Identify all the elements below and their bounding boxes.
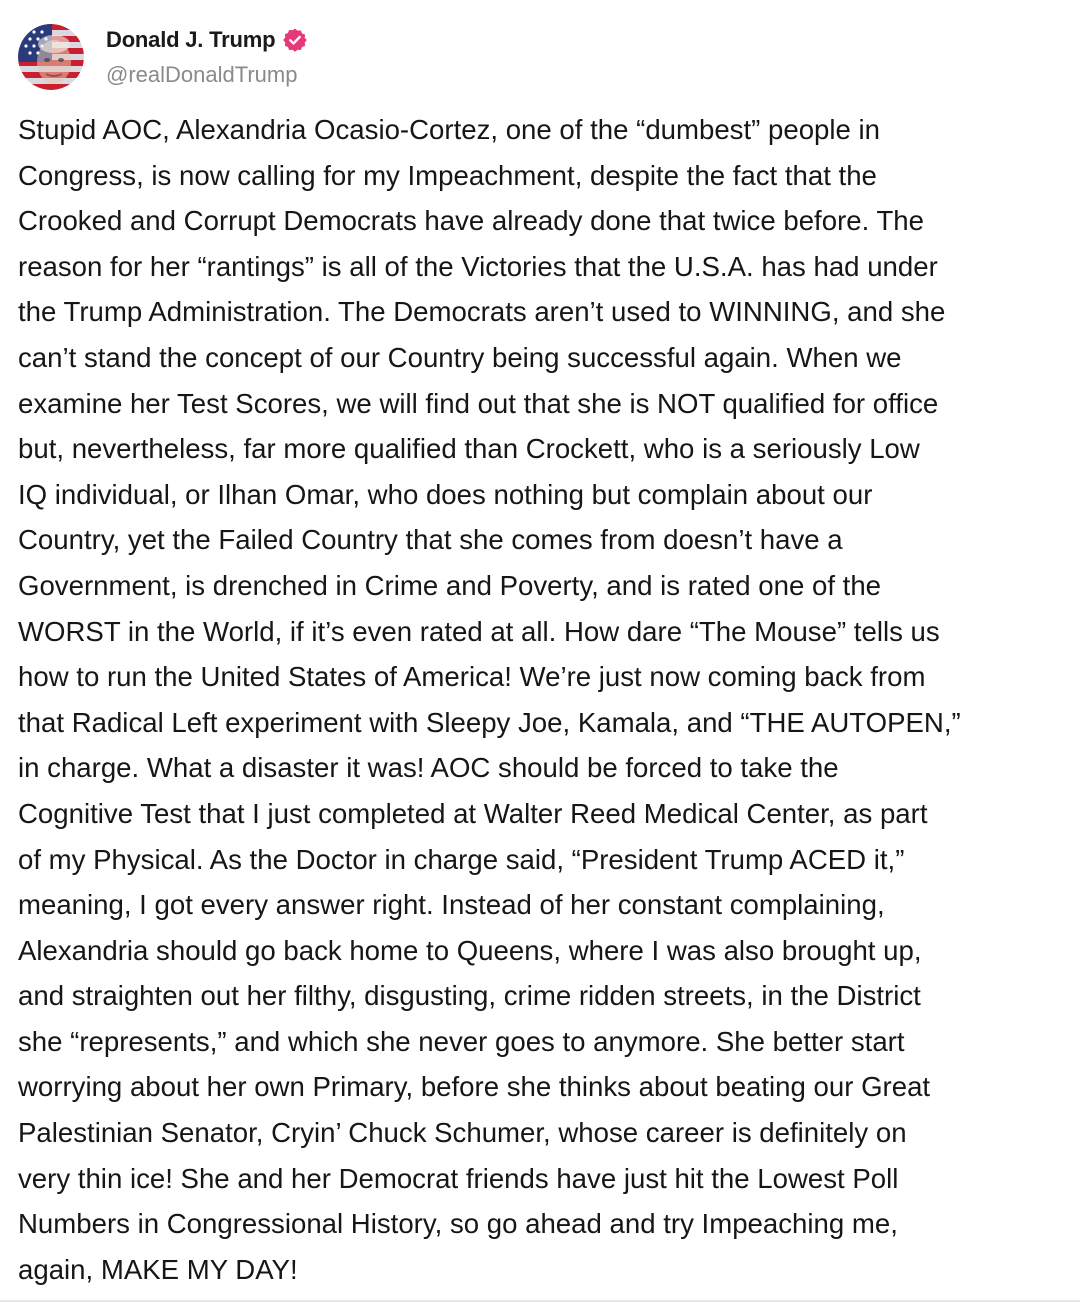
- avatar[interactable]: [18, 24, 84, 90]
- post-body-line: very thin ice! She and her Democrat friends have just hit the Lowest Poll: [18, 1162, 899, 1194]
- post-body-line: Crooked and Corrupt Democrats have already done that twice before. The: [18, 205, 924, 237]
- post-body-line: and straighten out her filthy, disgusting, crime ridden streets, in the District: [18, 980, 921, 1012]
- post-body: [18, 107, 1070, 1292]
- post-body-line: Government, is drenched in Crime and Poverty, and is rated one of the: [18, 569, 882, 601]
- post-body-line: Cognitive Test that I just completed at Walter Reed Medical Center, as part: [18, 797, 928, 829]
- post-body-line: Country, yet the Failed Country that she comes from doesn’t have a: [18, 524, 843, 556]
- verified-badge-icon: [282, 27, 308, 53]
- post-body-line: Congress, is now calling for my Impeachment, despite the fact that the: [18, 159, 877, 191]
- post-body-line: she “represents,” and which she never goes to anymore. She better start: [18, 1025, 905, 1057]
- post-body-line: Stupid AOC, Alexandria Ocasio-Cortez, one of the “dumbest” people in: [18, 114, 881, 145]
- post-body-line: Palestinian Senator, Cryin’ Chuck Schumer, whose career is definitely on: [18, 1117, 907, 1149]
- author-display-name[interactable]: Donald J. Trump: [106, 26, 276, 52]
- post-body-line: the Trump Administration. The Democrats aren’t used to WINNING, and she: [18, 296, 946, 328]
- post-body-line: examine her Test Scores, we will find out that she is NOT qualified for office: [18, 387, 939, 419]
- author-handle[interactable]: @realDonaldTrump: [106, 61, 298, 87]
- author-block: [106, 26, 308, 89]
- post-body-line: meaning, I got every answer right. Instead of her constant complaining,: [18, 889, 885, 921]
- post-body-line: can’t stand the concept of our Country being successful again. When we: [18, 341, 902, 373]
- post-body-line: that Radical Left experiment with Sleepy Joe, Kamala, and “THE AUTOPEN,”: [18, 706, 961, 738]
- post-body-line: WORST in the World, if it’s even rated at all. How dare “The Mouse” tells us: [18, 615, 940, 647]
- post-body-line: again, MAKE MY DAY!: [18, 1253, 298, 1285]
- post-body-line: Alexandria should go back home to Queens, where I was also brought up,: [18, 934, 922, 966]
- post-body-line: Numbers in Congressional History, so go ahead and try Impeaching me,: [18, 1208, 898, 1240]
- post-header: [18, 22, 308, 92]
- post-body-line: how to run the United States of America! We’re just now coming back from: [18, 661, 926, 693]
- post-body-line: in charge. What a disaster it was! AOC should be forced to take the: [18, 752, 839, 784]
- post-body-line: worrying about her own Primary, before she thinks about beating our Great: [18, 1071, 931, 1103]
- name-row: [106, 26, 308, 54]
- post-body-line: reason for her “rantings” is all of the Victories that the U.S.A. has had under: [18, 250, 938, 282]
- post-body-line: IQ individual, or Ilhan Omar, who does nothing but complain about our: [18, 478, 873, 510]
- post-body-line: but, nevertheless, far more qualified than Crockett, who is a seriously Low: [18, 433, 920, 465]
- post-body-line: of my Physical. As the Doctor in charge said, “President Trump ACED it,”: [18, 843, 905, 875]
- avatar-flag-portrait-icon: [18, 24, 84, 90]
